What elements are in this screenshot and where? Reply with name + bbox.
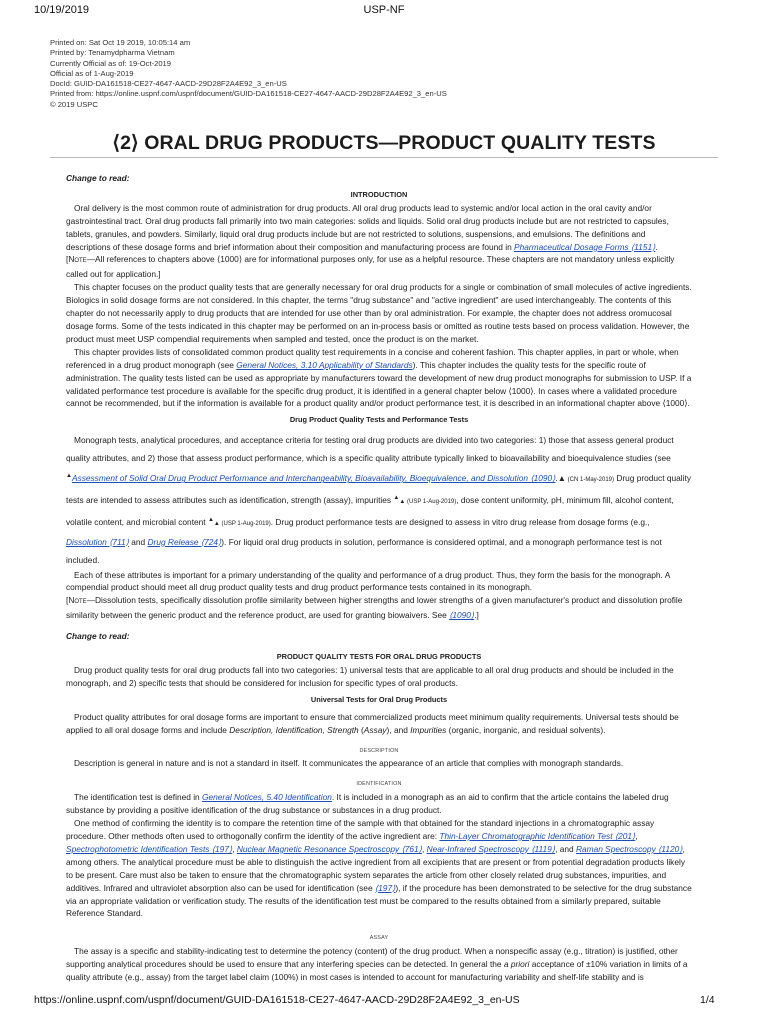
- meta-printed-on: Printed on: Sat Oct 19 2019, 10:05:14 am: [50, 38, 191, 47]
- heading-description: DESCRIPTION: [359, 747, 399, 754]
- text: .: [655, 241, 658, 252]
- text: ,: [635, 830, 638, 841]
- footer-url: https://online.uspnf.com/uspnf/document/GUID-DA161518-CE27-4647-AACD-29D28F2A4E92_3_en-US: [34, 994, 520, 1006]
- revision-note: (USP 1-Aug-2019): [405, 498, 457, 505]
- text: and: [128, 536, 148, 547]
- text: ). This chapter includes the quality tests for the specific route of administration. The quality tests listed can be used as appropriate by manufacturers toward the development of new drug product monographs for submission to USP. If a validated performance test procedure is available for the specific drug product, it is identified in a general chapter below ⟨1000⟩. In cases where a validated procedure cannot be recommended, but if the information is available for a product quality and/or product performance test, it is described in an informational chapter above ⟨1000⟩.: [66, 359, 692, 409]
- link-general-notices-5-40[interactable]: General Notices, 5.40 Identification: [202, 792, 332, 803]
- text: , among others. The analytical procedure must be able to distinguish the active ingredient from all excipients that are present or from potential degradation products likely to be present. Care must also be taken to ensure that the chromatographic system separates the article from other closely related drug substances, impurities, and additives. Infrared and ultraviolet absorption also can be used for identification (see: [66, 843, 686, 893]
- heading-identification: IDENTIFICATION: [356, 781, 402, 788]
- intro-paragraph-3: [66, 346, 692, 411]
- meta-docid: DocId: GUID-DA161518-CE27-4647-AACD-29D28F2A4E92_3_en-US: [50, 79, 287, 89]
- text: , dose content uniformity, pH, minimum fill, alcohol content, volatile content, and microbial content: [66, 494, 674, 527]
- text: Drug product quality tests are intended to assess attributes such as identification, strength (assay), impurities: [66, 473, 691, 505]
- text: The identification test is defined in: [74, 792, 203, 803]
- revision-mark: ▲: [66, 473, 72, 480]
- universal-tests-paragraph: [66, 711, 692, 737]
- text: [N: [66, 595, 75, 606]
- meta-copyright: © 2019 USPC: [50, 99, 98, 109]
- text: The assay is a specific and stability-indicating test to determine the potency (content) of the drug product. When a nonspecific assay (e.g., titration) is justified, other supporting analytical procedures should be used to ensure that any interfering species can be detected. In general the: [66, 946, 678, 970]
- heading-introduction: INTRODUCTION: [350, 189, 408, 199]
- revision-note: (CN 1-May-2019): [565, 477, 614, 483]
- heading-universal-tests: Universal Tests for Oral Drug Products: [310, 694, 448, 704]
- text: ,: [421, 843, 427, 854]
- link-tlc-201[interactable]: Thin-Layer Chromatographic Identification Test ⟨201⟩: [439, 830, 636, 841]
- heading-quality-and-performance-tests: Drug Product Quality Tests and Performance Tests: [289, 415, 469, 425]
- link-dissolution-711[interactable]: Dissolution ⟨711⟩: [66, 536, 129, 547]
- print-site-name: USP-NF: [363, 4, 405, 16]
- heading-product-quality-tests: PRODUCT QUALITY TESTS FOR ORAL DRUG PRODUCTS: [276, 652, 482, 662]
- assay-paragraph: [66, 945, 692, 984]
- text: Impurities: [410, 724, 447, 735]
- meta-official-as-of: Official as of 1-Aug-2019: [50, 68, 134, 78]
- intro-note: [66, 253, 692, 281]
- text: —Dissolution tests, specifically dissolution profile similarity between higher strengths and lower strengths of a given manufacturer's product and dissolution profile similarity between the generic product and the reference product, are used for granting biowaivers. See: [66, 595, 683, 621]
- revision-mark: ▲: [207, 516, 214, 523]
- text: Description, Identification, Strength: [229, 724, 359, 735]
- text: (organic, inorganic, and residual solvents).: [446, 724, 606, 735]
- heading-assay: ASSAY: [369, 935, 389, 942]
- revision-note: (USP 1-Aug-2019): [219, 520, 271, 527]
- text: . It is included in a monograph as an aid to confirm that the article contains the labeled drug substance by providing a positive identification of the drug substance or substances in a drug product.: [66, 792, 669, 816]
- text: OTE: [74, 258, 87, 265]
- text: Assay: [363, 724, 387, 735]
- text: Monograph tests, analytical procedures, and acceptance criteria for testing oral drug products are divided into two categories: 1) those that assess general product quality attributes, and 2) those that assess product performance, which is a specific quality attribute typically linked to bioavailability and bioequivalence studies (see: [66, 435, 674, 464]
- intro-paragraph-1: [66, 202, 692, 254]
- link-197[interactable]: ⟨197⟩: [374, 882, 396, 893]
- text: . Drug product performance tests are designed to assess in vitro drug release from dosage forms (e.g.,: [270, 516, 650, 527]
- text: ), and: [386, 724, 411, 735]
- text: a priori: [503, 959, 530, 970]
- identification-paragraph-2: [66, 817, 692, 920]
- text: (: [358, 724, 364, 735]
- print-date: 10/19/2019: [34, 4, 90, 16]
- quality-tests-paragraph-1: [66, 431, 692, 568]
- page-number: 1/4: [700, 994, 715, 1006]
- intro-paragraph-2: This chapter focuses on the product quality tests that are generally necessary for oral drug products for a single or combination of small molecules of active ingredients. Biologics in solid dosage forms are not considered. In this chapter, the terms "drug substance" and "active ingredient" are used interchangeably. The contents of this chapter do not necessarily apply to drug products that are intended for use other than by oral administration. For example, the chapter does not address oromucosal dosage forms. Some of the tests indicated in this chapter may be performed on an in-process basis or omitted as routine tests based on process validation. However, the product must meet USP compendial requirements when sampled and tested, once the product is on the market.: [66, 282, 692, 344]
- identification-paragraph-1: [66, 791, 692, 817]
- text: This chapter provides lists of consolidated common product quality test requirements in a concise and coherent fashion. This chapter applies, in part or whole, when referenced in a drug product monograph (see: [66, 346, 679, 370]
- meta-currently-official: Currently Official as of: 19-Oct-2019: [50, 58, 171, 68]
- text: [N: [66, 254, 75, 265]
- change-to-read-label: Change to read:: [66, 173, 130, 183]
- title-divider: [50, 157, 718, 158]
- product-tests-paragraph: Drug product quality tests for oral drug products fall into two categories: 1) universal tests that are applicable to all oral drug products and should be included in the monograph, and 2) specific tests that should be considered for inclusion for specific types of oral products.: [66, 665, 674, 688]
- meta-printed-by: Printed by: Tenamydpharma Vietnam: [50, 48, 175, 58]
- revision-mark: ▲: [213, 520, 220, 527]
- description-paragraph: Description is general in nature and is not a standard in itself. It communicates the appearance of an article that complies with monograph standards.: [74, 758, 624, 769]
- text: .▲: [555, 473, 566, 483]
- quality-tests-paragraph-2: Each of these attributes is important for a primary understanding of the quality and performance of a drug product. Thus, they form the basis for the monograph. A compendial product should meet all drug product quality tests and drug product performance tests contained in its monograph.: [66, 569, 670, 593]
- text: One method of confirming the identity is to compare the retention time of the sample with that obtained for the standard injections in a chromatographic assay procedure. Other methods often used to orthogonally confirm the identity of the active ingredient are:: [66, 818, 655, 841]
- link-assessment-1090[interactable]: Assessment of Solid Oral Drug Product Performance and Interchangeability, Bioavailability, Bioequivalence, and Dissolution ⟨1090⟩: [71, 473, 556, 483]
- text: —All references to chapters above ⟨1000⟩ are for informational purposes only, for use as a helpful resource. These chapters are not mandatory unless explicitly called out for application.]: [66, 254, 675, 280]
- text: acceptance of ±10% variation in limits of a quality attribute (e.g., assay) from the target label claim (100%) in most cases is intended to account for manufacturing variability and shelf-life stability and is: [66, 959, 688, 983]
- text: OTE: [74, 599, 87, 606]
- link-nmr-761[interactable]: Nuclear Magnetic Resonance Spectroscopy ⟨761⟩: [236, 843, 422, 854]
- text: .]: [474, 610, 479, 621]
- text: Oral delivery is the most common route of administration for drug products. All oral drug products lead to systemic and/or local action in the oral cavity and/or gastrointestinal tract. Oral drug products fall primarily into two main categories: solids and liquids. Solid oral drug products include but are not restricted to capsules, tablets, granules, and powders. Similarly, liquid oral drug products include but are not restricted to solutions, suspensions, and emulsions. The definitions and descriptions of these dosage forms and brief information about their composition and manufacturing process are found in: [66, 202, 669, 252]
- page-title: ⟨2⟩ ORAL DRUG PRODUCTS—PRODUCT QUALITY TESTS: [112, 132, 656, 154]
- text: , and: [555, 843, 576, 854]
- text: ,: [232, 843, 237, 854]
- text: ), if the procedure has been demonstrated to be selective for the drug substance via an appropriate validation or verification study. The results of the identification test must be compared to the results obtained from a similarly prepared, suitable Reference Standard.: [66, 882, 692, 919]
- link-nir-1119[interactable]: Near-Infrared Spectroscopy ⟨1119⟩: [426, 843, 556, 854]
- print-metadata: [50, 38, 447, 110]
- link-general-notices-3-10[interactable]: General Notices, 3.10 Applicability of Standards: [236, 359, 413, 370]
- document-body: [66, 172, 692, 984]
- link-spectrophotometric-197[interactable]: Spectrophotometric Identification Tests ⟨197⟩: [66, 843, 233, 854]
- text: Product quality attributes for oral dosage forms are important to ensure that commercialized products meet minimum quality requirements. Universal tests should be applied to all oral dosage forms and include: [66, 711, 679, 735]
- link-drug-release-724[interactable]: Drug Release ⟨724⟩: [147, 536, 222, 547]
- link-1090[interactable]: ⟨1090⟩: [449, 610, 475, 621]
- meta-printed-from: Printed from: https://online.uspnf.com/uspnf/document/GUID-DA161518-CE27-4647-AACD-29D28F2A4E92_3_en-US: [50, 89, 447, 99]
- link-pharmaceutical-dosage-forms[interactable]: Pharmaceutical Dosage Forms ⟨1151⟩: [514, 241, 656, 252]
- revision-mark: ▲: [393, 495, 400, 501]
- revision-mark: ▲: [399, 498, 406, 505]
- text: ). For liquid oral drug products in solution, performance is considered optimal, and a monograph performance test is not included.: [66, 536, 662, 565]
- change-to-read-label: Change to read:: [66, 631, 130, 642]
- dissolution-note: [66, 594, 692, 622]
- link-raman-1120[interactable]: Raman Spectroscopy ⟨1120⟩: [575, 843, 683, 854]
